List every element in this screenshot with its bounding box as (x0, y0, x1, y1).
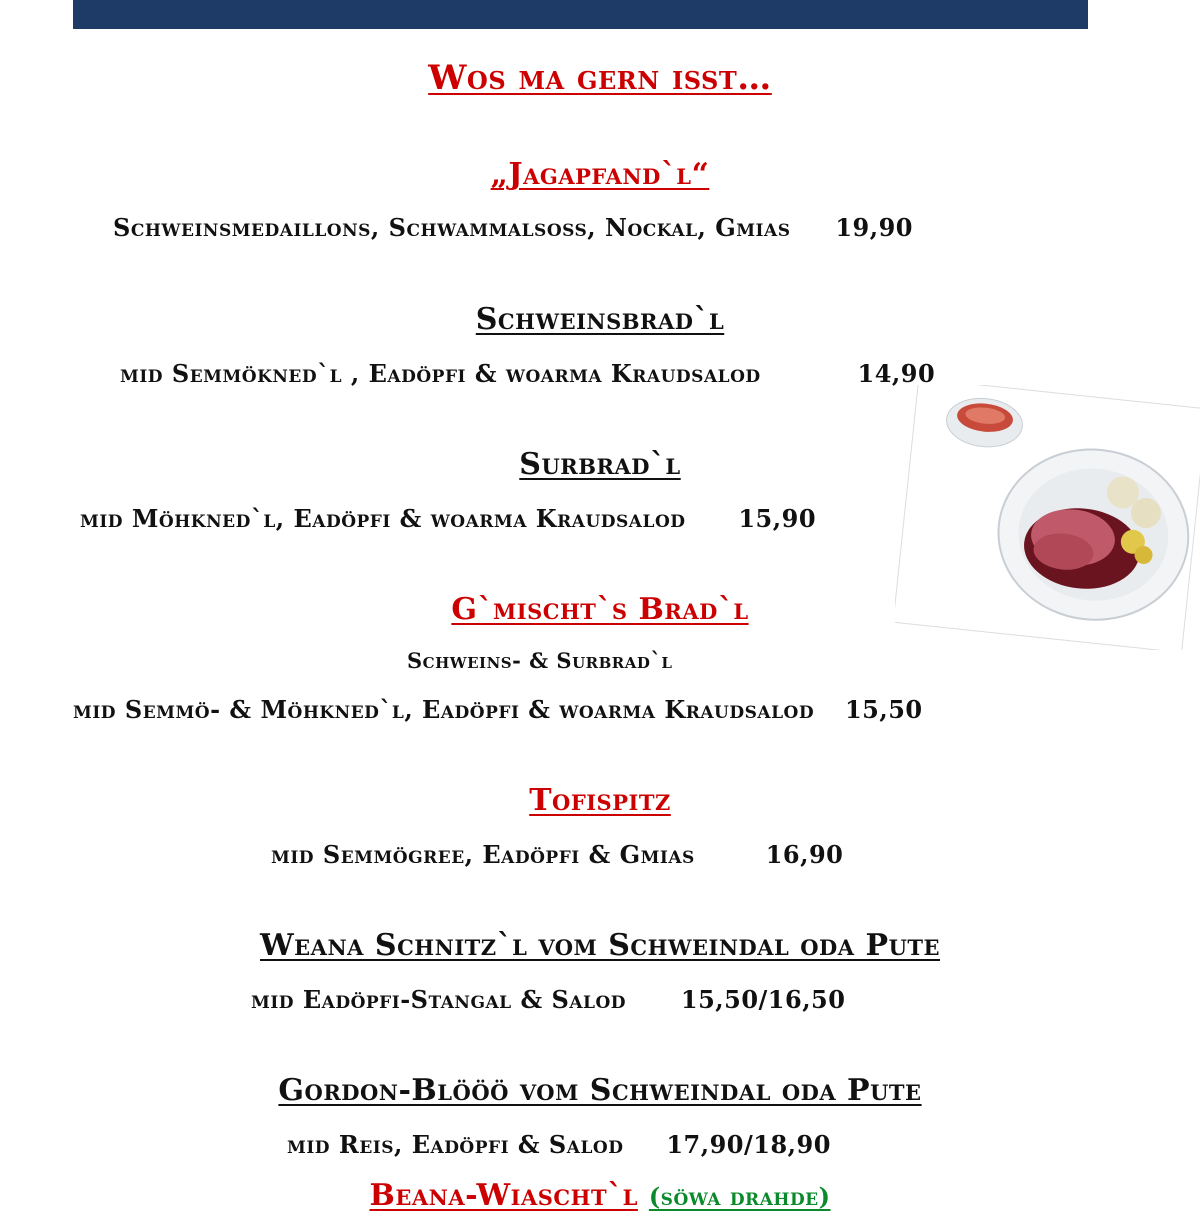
dish-name-jagapfandl: „Jagapfand`l“ (490, 157, 710, 192)
dish-desc-text: mid Semmökned`l , Eadöpfi & woarma Kraudsalod (120, 359, 761, 388)
dish-desc-text: mid Semmögree, Eadöpfi & Gmias (271, 840, 695, 869)
page-title: Wos ma gern isst… (428, 58, 772, 98)
dish-price: 15,50/16,50 (680, 985, 846, 1014)
dish-desc-text: mid Semmö- & Möhkned`l, Eadöpfi & woarma Kraudsalod (73, 695, 815, 724)
dish-name-gordon-bloeoeoe: Gordon-Blööö vom Schweindal oda Pute (278, 1073, 922, 1108)
dish-name-surbradl: Surbrad`l (519, 447, 681, 482)
dish-name-weana-schnitzl: Weana Schnitz`l vom Schweindal oda Pute (259, 928, 941, 963)
dish-name-text: Beana-Wiascht`l (369, 1178, 638, 1213)
dish-price: 16,90 (765, 840, 844, 869)
dish-price: 14,90 (857, 359, 936, 388)
dish-sub-gmischts-bradl: Schweins- & Surbrad`l (407, 648, 673, 673)
dish-desc-jagapfandl (113, 213, 913, 242)
header-bar (73, 0, 1088, 29)
dish-price: 15,90 (738, 504, 817, 533)
dish-desc-text: mid Möhkned`l, Eadöpfi & woarma Kraudsalod (80, 504, 686, 533)
dish-name-beana-wiaschtl (0, 1178, 1200, 1213)
dish-desc-tofispitz (271, 840, 843, 869)
dish-name-schweinsbradl: Schweinsbrad`l (475, 302, 725, 337)
dish-desc-weana-schnitzl (251, 985, 845, 1014)
dish-name-gmischts-bradl: G`mischt`s Brad`l (451, 592, 749, 627)
dish-desc-text: mid Eadöpfi-Stangal & Salod (251, 985, 627, 1014)
dish-price: 17,90/18,90 (666, 1130, 831, 1159)
dish-price: 19,90 (835, 213, 913, 242)
dish-desc-schweinsbradl (120, 359, 935, 388)
dish-desc-gmischts-bradl (73, 695, 923, 724)
dish-desc-text: Schweinsmedaillons, Schwammalsoss, Nockal, Gmias (113, 213, 791, 242)
dish-name-tofispitz: Tofispitz (529, 783, 671, 818)
dish-desc-text: mid Reis, Eadöpfi & Salod (287, 1130, 624, 1159)
dish-desc-gordon-bloeoeoe (287, 1130, 831, 1159)
dish-note: (söwa drahde) (648, 1182, 831, 1211)
dish-desc-surbradl (80, 504, 816, 533)
dish-price: 15,50 (844, 695, 923, 724)
